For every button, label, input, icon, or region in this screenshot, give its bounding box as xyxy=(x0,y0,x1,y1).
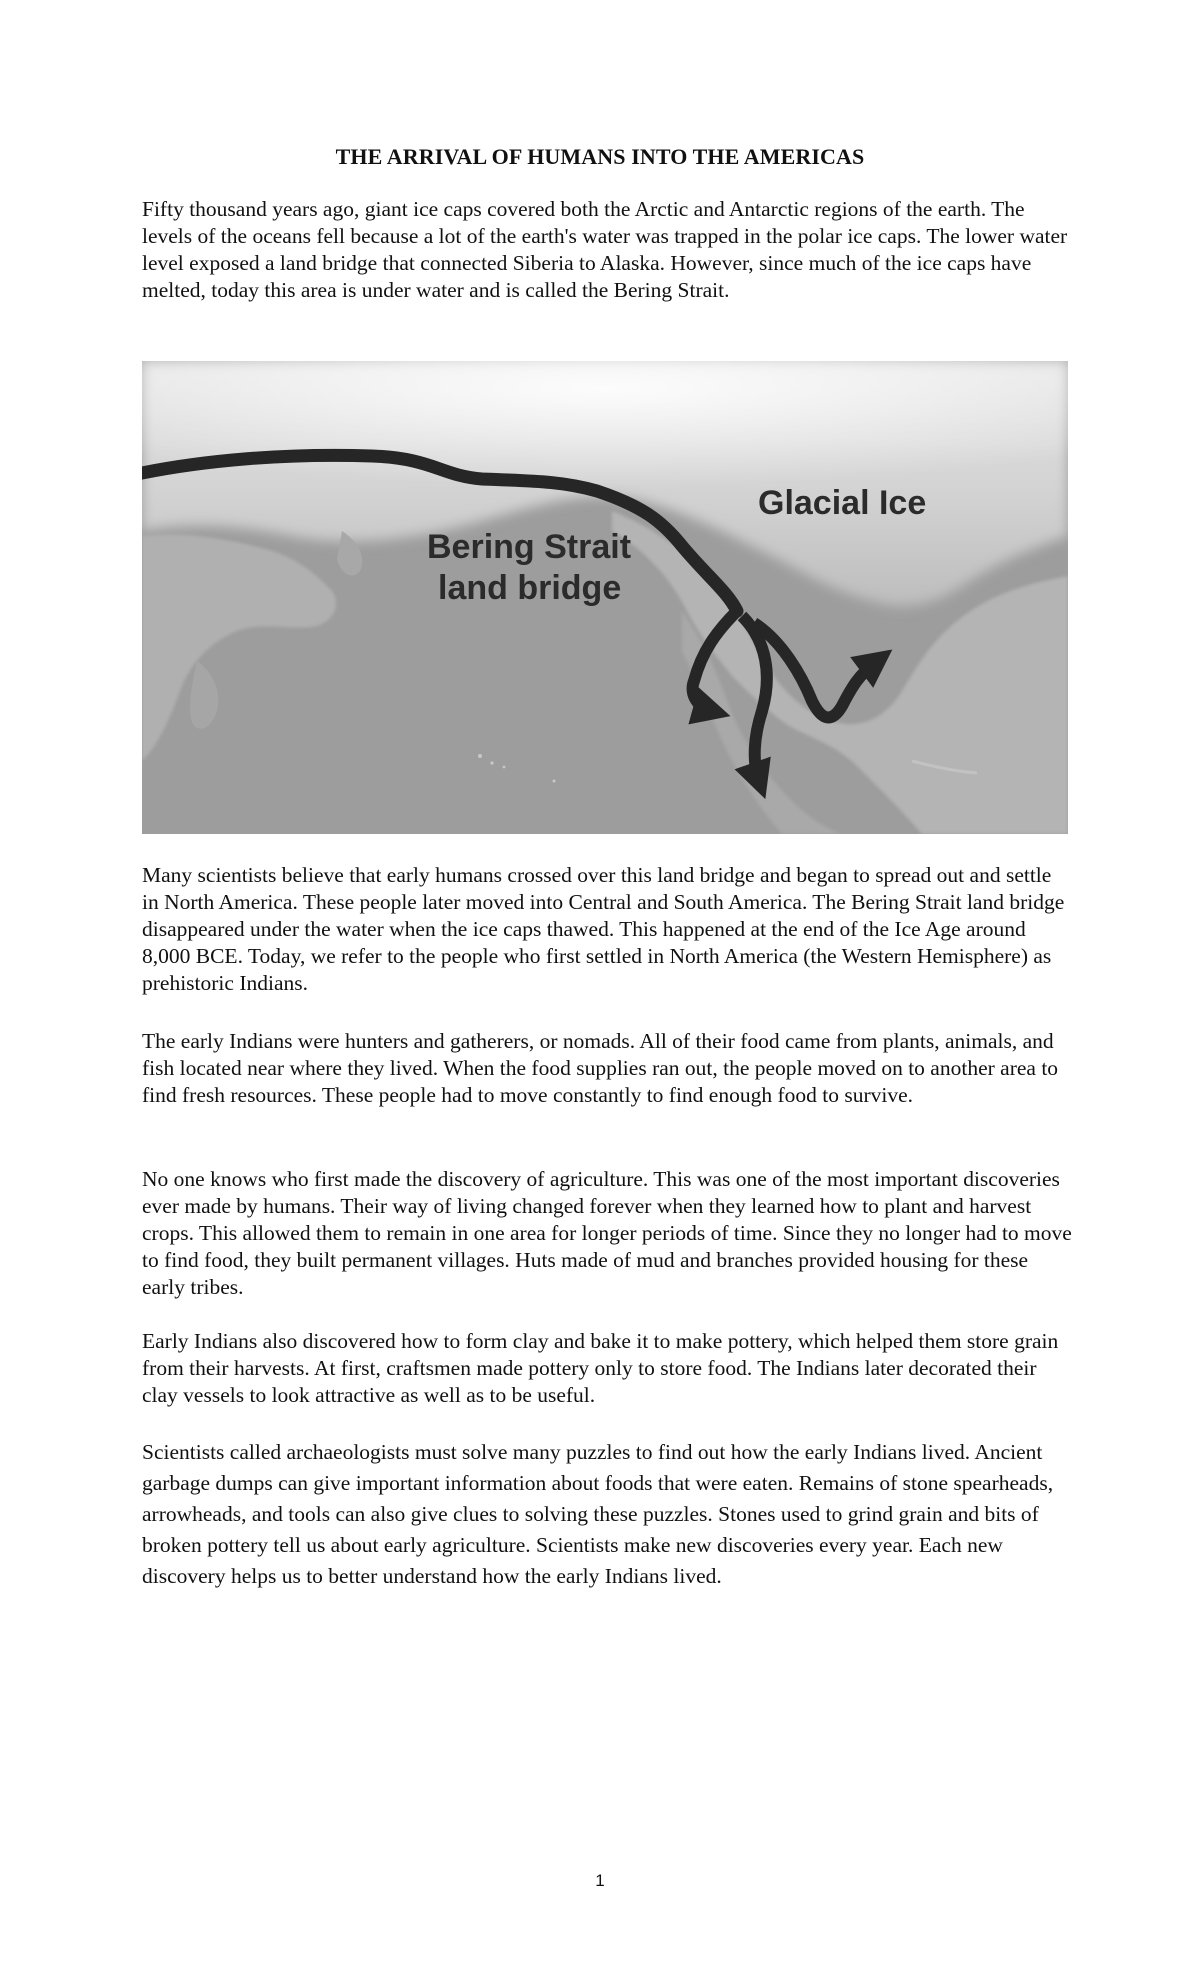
island xyxy=(490,761,493,764)
migration-map-image xyxy=(142,361,1068,834)
label-bering-strait: Bering Strait xyxy=(427,528,632,566)
island xyxy=(503,766,506,769)
paragraph-agriculture: No one knows who first made the discovery of agriculture. This was one of the most important discoveries ever made by humans. Their way of living changed forever when they learned how to plant and harvest crops. This allowed them to remain in one area for longer periods of time. Since they no longer had to move to find food, they built permanent villages. Huts made of mud and branches provided housing for these early tribes. xyxy=(142,1167,1072,1299)
label-land-bridge: land bridge xyxy=(438,569,622,607)
migration-map-svg xyxy=(142,361,1068,834)
ice-haze xyxy=(142,361,1068,501)
paragraph-nomads: The early Indians were hunters and gatherers, or nomads. All of their food came from plants, animals, and fish located near where they lived. When the food supplies ran out, the people moved on to another area to find fresh resources. These people had to move constantly to find enough food to survive. xyxy=(142,1029,1059,1107)
paragraph-intro: Fifty thousand years ago, giant ice caps covered both the Arctic and Antarctic regions of the earth. The levels of the oceans fell because a lot of the earth's water was trapped in the polar ice caps. The lower water level exposed a land bridge that connected Siberia to Alaska. However, since much of the ice caps have melted, today this area is under water and is called the Bering Strait. xyxy=(142,197,1068,302)
island xyxy=(478,754,482,758)
island xyxy=(553,780,556,783)
paragraph-land-bridge: Many scientists believe that early humans crossed over this land bridge and began to spread out and settle in North America. These people later moved into Central and South America. The Bering Strait land bridge disappeared under the water when the ice caps thawed. This happened at the end of the Ice Age around 8,000 BCE. Today, we refer to the people who first settled in North America (the Western Hemisphere) as prehistoric Indians. xyxy=(142,863,1065,995)
page-number: 1 xyxy=(595,1871,605,1890)
paragraph-archaeologists: Scientists called archaeologists must solve many puzzles to find out how the early Indians lived. Ancient garbage dumps can give important information about foods that were eaten. Remains of stone spearheads, arrowheads, and tools can also give clues to solving these puzzles. Stones used to grind grain and bits of broken pottery tell us about early agriculture. Scientists make new discoveries every year. Each new discovery helps us to better understand how the early Indians lived. xyxy=(142,1440,1054,1588)
paragraph-pottery: Early Indians also discovered how to form clay and bake it to make pottery, which helped them store grain from their harvests. At first, craftsmen made pottery only to store food. The Indians later decorated their clay vessels to look attractive as well as to be useful. xyxy=(142,1329,1059,1407)
document-title: THE ARRIVAL OF HUMANS INTO THE AMERICAS xyxy=(335,144,865,169)
label-glacial-ice: Glacial Ice xyxy=(758,484,927,522)
